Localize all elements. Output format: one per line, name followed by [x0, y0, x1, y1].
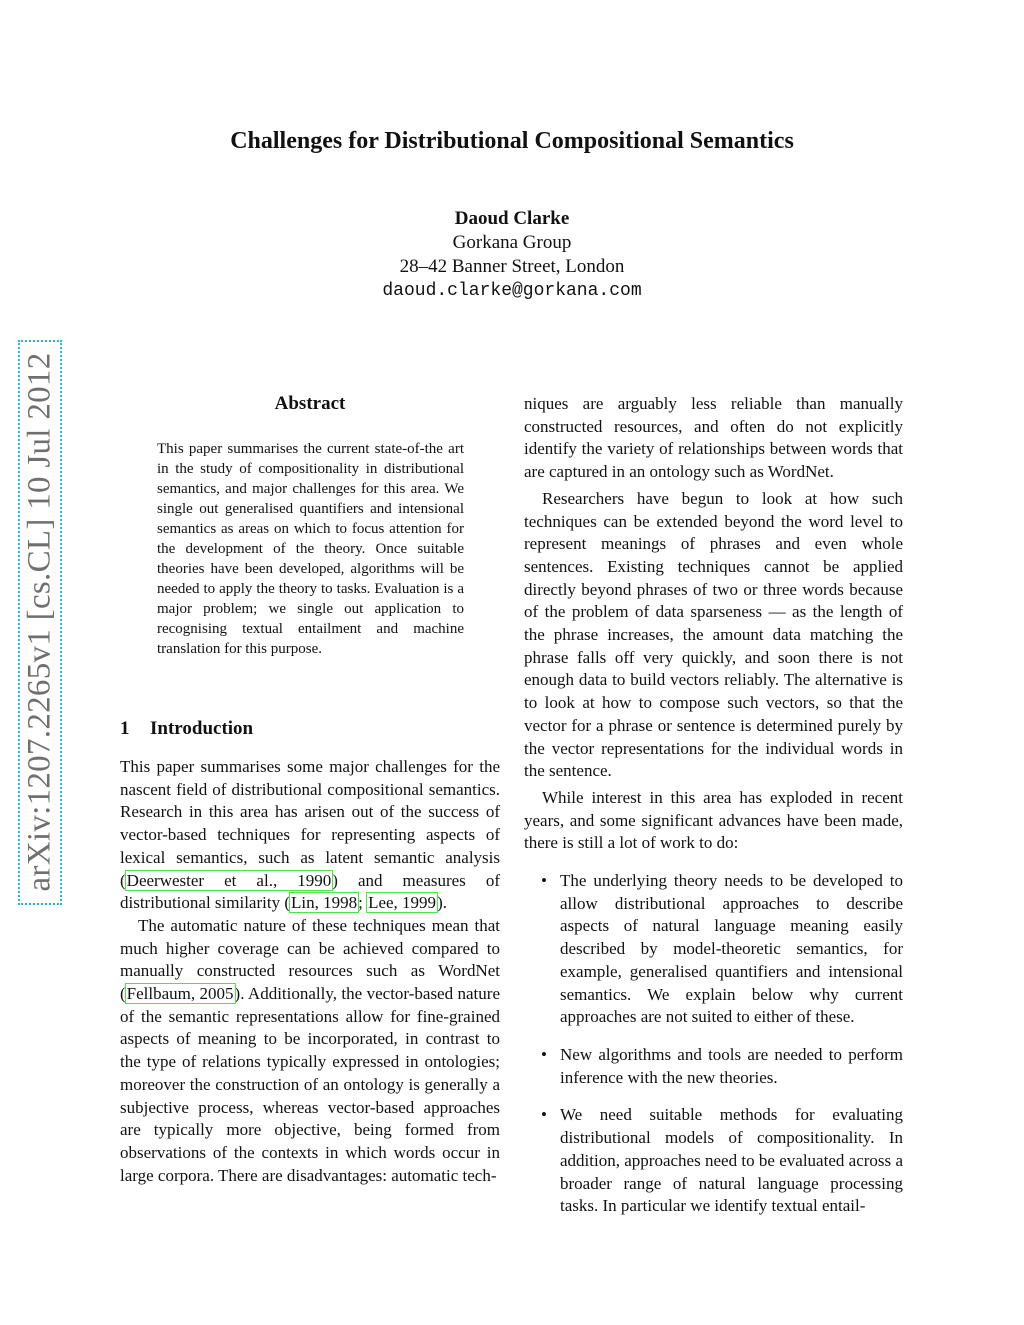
text-run: ; — [358, 893, 368, 913]
paper-title: Challenges for Distributional Compositional Semantics — [230, 128, 794, 154]
abstract-heading: Abstract — [274, 393, 346, 414]
arxiv-identifier[interactable]: arXiv:1207.2265v1 [cs.CL] 10 Jul 2012 — [21, 352, 58, 892]
author-name: Daoud Clarke — [454, 208, 570, 229]
author-block — [0, 207, 1024, 303]
author-affiliation: Gorkana Group — [452, 232, 572, 253]
section-heading-introduction — [120, 718, 253, 740]
text-run: ). — [437, 893, 447, 913]
author-address: 28–42 Banner Street, London — [399, 256, 625, 277]
citation-link-lin[interactable]: Lin, 1998 — [290, 893, 358, 913]
author-email[interactable]: daoud.clarke@gorkana.com — [382, 281, 642, 301]
intro-paragraph-2 — [120, 915, 500, 1187]
text-run: This paper summarises some major challenges for the nascent field of distributional compositional semantics. Research in this area has arisen out of the success of vector-based techniques for representing aspects of lexical semantics, such as latent semantic analysis ( — [120, 757, 500, 890]
text-run: ) and measures of distributional similarity ( — [120, 870, 501, 913]
intro-paragraph-3: Researchers have begun to look at how such techniques can be extended beyond the word level to represent meanings of phrases and even whole sentences. Existing techniques cannot be applied directly beyond phrases of two or three words because of the problem of data sparseness — as the length of the phrase increases, the amount data matching the phrase falls off very quickly, and soon there is not enough data to build vectors reliably. The alternative is to look at how to compose such vectors, so that the vector for a phrase or sentence is determined purely by the vector representations for the individual words in the sentence. — [524, 488, 903, 781]
challenges-list — [524, 870, 903, 1218]
right-column — [524, 393, 903, 1233]
citation-link-fellbaum[interactable]: Fellbaum, 2005 — [126, 984, 234, 1004]
text-run: ). Additionally, the vector-based nature of the semantic representations allow for fine-grained aspects of meaning to be incorporated, in contrast to the type of relations typically expressed in ontologies; moreover the construction of an ontology is generally a subjective process, whereas vector-based approaches are typically more objective, being formed from observations of the contexts in which words occur in large corpora. There are disadvantages: automatic tech- — [120, 984, 500, 1185]
section-title: Introduction — [150, 718, 254, 739]
left-column — [120, 756, 500, 1187]
list-item: • The underlying theory needs to be developed to allow distributional approaches to describe aspects of natural language meaning easily described by model-theoretic semantics, for example, generalised quantifiers and intensional semantics. We explain below why current approaches are not suited to either of these. — [524, 870, 903, 1029]
abstract-text: This paper summarises the current state-of-the art in the study of compositionality in distributional semantics, and major challenges for this area. We single out generalised quantifiers and intensional semantics as areas on which to focus attention for the development of the theory. Once suitable theories have been developed, algorithms will be needed to apply the theory to tasks. Evaluation is a major problem; we single out application to recognising textual entailment and machine translation for this purpose. — [157, 441, 464, 657]
intro-paragraph-1 — [120, 756, 500, 915]
citation-link-deerwester[interactable]: Deerwester et al., 1990 — [126, 870, 332, 890]
intro-paragraph-4: While interest in this area has exploded in recent years, and some significant advances have been made, there is still a lot of work to do: — [524, 787, 903, 853]
list-item: • New algorithms and tools are needed to perform inference with the new theories. — [524, 1044, 903, 1089]
citation-link-lee[interactable]: Lee, 1999 — [368, 893, 437, 913]
section-number: 1 — [120, 718, 130, 739]
intro-paragraph-2-continued: niques are arguably less reliable than manually constructed resources, and often do not explicitly identify the variety of relationships between words that are captured in an ontology such as WordNet. — [524, 394, 903, 482]
text-run: The automatic nature of these techniques mean that much higher coverage can be achieved compared to manually constructed resources such as WordNet ( — [120, 915, 500, 1004]
list-item: • We need suitable methods for evaluating distributional models of compositionality. In addition, approaches need to be evaluated across a broader range of natural language processing tasks. In particular we identify textual entail- — [524, 1104, 903, 1218]
